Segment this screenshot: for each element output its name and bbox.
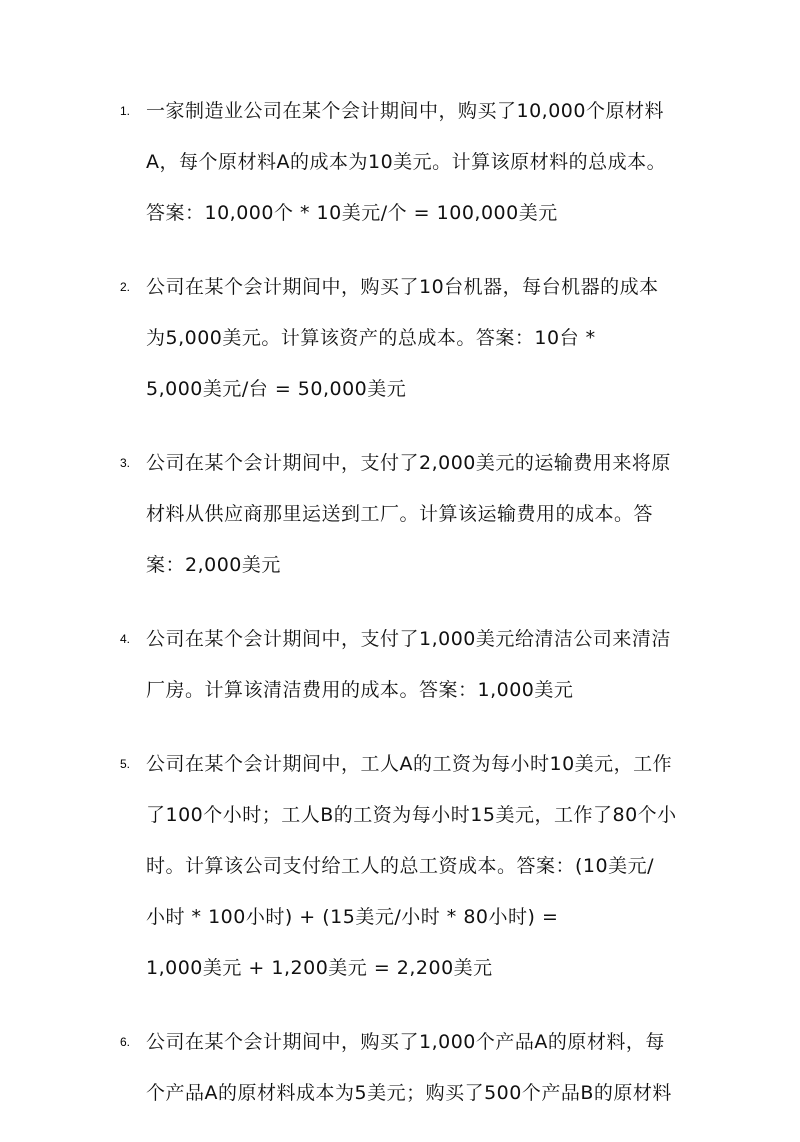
text-line: 一家制造业公司在某个会计期间中，购买了10,000个原材料 xyxy=(146,100,664,122)
item-number: 3. xyxy=(120,456,131,470)
text-line: 材料从供应商那里运送到工厂。计算该运输费用的成本。答 xyxy=(146,503,654,525)
item-number: 5. xyxy=(120,757,131,771)
text-line: 公司在某个会计期间中，支付了2,000美元的运输费用来将原 xyxy=(146,452,671,474)
list-item xyxy=(120,86,720,239)
item-text xyxy=(146,739,720,994)
text-line: 了100个小时；工人B的工资为每小时15美元，工作了80个小 xyxy=(146,804,677,826)
item-number: 1. xyxy=(120,104,131,118)
item-number: 2. xyxy=(120,280,131,294)
item-text xyxy=(146,438,720,591)
item-text xyxy=(146,86,720,239)
list-item xyxy=(120,438,720,591)
text-line: 5,000美元/台 = 50,000美元 xyxy=(146,378,407,400)
item-text xyxy=(146,1017,720,1119)
item-number: 6. xyxy=(120,1035,131,1049)
list-item xyxy=(120,262,720,415)
text-line: A，每个原材料A的成本为10美元。计算该原材料的总成本。 xyxy=(146,151,667,173)
text-line: 厂房。计算该清洁费用的成本。答案：1,000美元 xyxy=(146,679,574,701)
text-line: 个产品A的原材料成本为5美元；购买了500个产品B的原材料 xyxy=(146,1082,672,1104)
item-text xyxy=(146,262,720,415)
text-line: 小时 * 100小时) + (15美元/小时 * 80小时) = xyxy=(146,906,559,928)
item-text xyxy=(146,614,720,716)
text-line: 时。计算该公司支付给工人的总工资成本。答案：(10美元/ xyxy=(146,855,654,877)
list-item xyxy=(120,614,720,716)
text-line: 1,000美元 + 1,200美元 = 2,200美元 xyxy=(146,957,493,979)
list-item xyxy=(120,1017,720,1119)
list-item xyxy=(120,739,720,994)
text-line: 为5,000美元。计算该资产的总成本。答案：10台 * xyxy=(146,327,596,349)
text-line: 公司在某个会计期间中，购买了1,000个产品A的原材料，每 xyxy=(146,1031,665,1053)
text-line: 答案：10,000个 * 10美元/个 = 100,000美元 xyxy=(146,202,558,224)
exercise-list xyxy=(120,86,720,1142)
text-line: 公司在某个会计期间中，工人A的工资为每小时10美元，工作 xyxy=(146,753,673,775)
item-number: 4. xyxy=(120,632,131,646)
text-line: 案：2,000美元 xyxy=(146,554,281,576)
text-line: 公司在某个会计期间中，支付了1,000美元给清洁公司来清洁 xyxy=(146,628,671,650)
text-line: 公司在某个会计期间中，购买了10台机器，每台机器的成本 xyxy=(146,276,659,298)
